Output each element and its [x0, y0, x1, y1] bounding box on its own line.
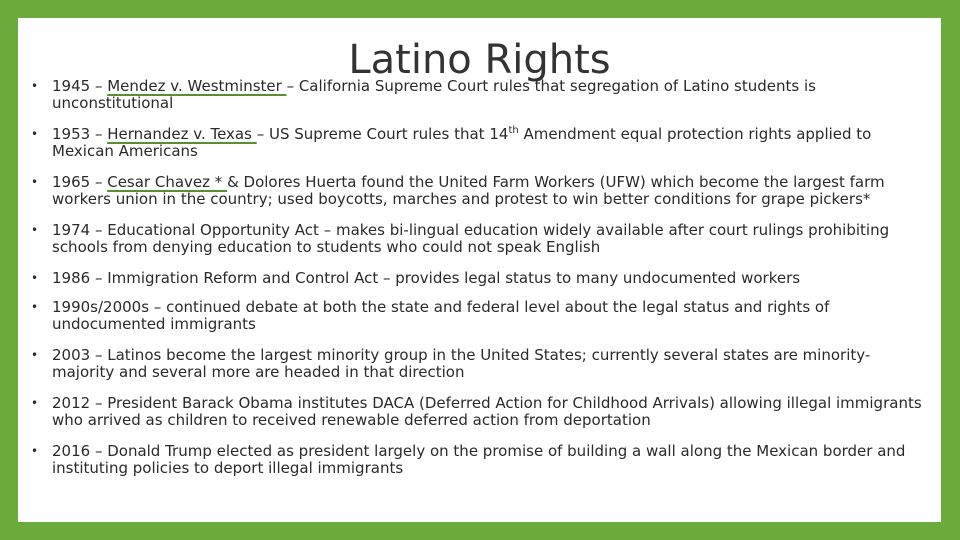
bullet-item [28, 126, 928, 160]
bullet-dot-icon: • [31, 396, 39, 410]
bullet-text: Amendment equal protection rights applied to Mexican Americans [52, 125, 872, 160]
bullet-item [28, 443, 928, 477]
bullet-prefix: 1965 – [52, 173, 108, 191]
slide-title: Latino Rights [348, 37, 611, 83]
bullet-dot-icon: • [31, 271, 39, 285]
bullet-list [28, 78, 928, 477]
bullet-text: 1974 – Educational Opportunity Act – makes bi-lingual education widely available after court rulings prohibiting schools from denying education to students who could not speak English [52, 221, 890, 256]
person-link-chavez[interactable]: Cesar Chavez * [107, 173, 228, 191]
case-link-hernandez[interactable]: Hernandez v. Texas [107, 125, 257, 143]
bullet-dot-icon: • [31, 175, 39, 189]
bullet-text: 2003 – Latinos become the largest minority group in the United States; currently several states are minority-majority and several more are headed in that direction [52, 346, 871, 381]
bullet-dot-icon: • [31, 300, 39, 314]
bullet-text: – US Supreme Court rules that 14 [256, 125, 509, 143]
bullet-dot-icon: • [31, 444, 39, 458]
superscript-th: th [508, 125, 519, 136]
bullet-dot-icon: • [31, 79, 39, 93]
bullet-dot-icon: • [31, 223, 39, 237]
bullet-prefix: 1945 – [52, 77, 108, 95]
bullet-text: 1990s/2000s – continued debate at both the state and federal level about the legal status and rights of undocumented immigrants [52, 298, 830, 333]
bullet-item [28, 174, 928, 208]
bullet-dot-icon: • [31, 348, 39, 362]
bullet-item [28, 299, 928, 333]
case-link-mendez[interactable]: Mendez v. Westminster [107, 77, 287, 95]
bullet-item [28, 395, 928, 429]
bullet-text: 2012 – President Barack Obama institutes DACA (Deferred Action for Childhood Arrivals) allowing illegal immigrants who arrived as children to received renewable deferred action from deportation [52, 394, 922, 429]
bullet-dot-icon: • [31, 127, 39, 141]
bullet-text: 2016 – Donald Trump elected as president largely on the promise of building a wall along the Mexican border and instituting policies to deport illegal immigrants [52, 442, 906, 477]
bullet-item [28, 347, 928, 381]
bullet-prefix: 1953 – [52, 125, 108, 143]
bullet-text: & Dolores Huerta found the United Farm Workers (UFW) which become the largest farm workers union in the country; used boycotts, marches and protest to win better conditions for grape pickers* [52, 173, 885, 208]
bullet-item [28, 78, 928, 112]
slide [18, 18, 941, 522]
bullet-item [28, 222, 928, 256]
bullet-text: – California Supreme Court rules that segregation of Latino students is unconstitutional [52, 77, 816, 112]
bullet-text: 1986 – Immigration Reform and Control Act – provides legal status to many undocumented workers [52, 269, 801, 287]
bullet-item [28, 270, 928, 287]
